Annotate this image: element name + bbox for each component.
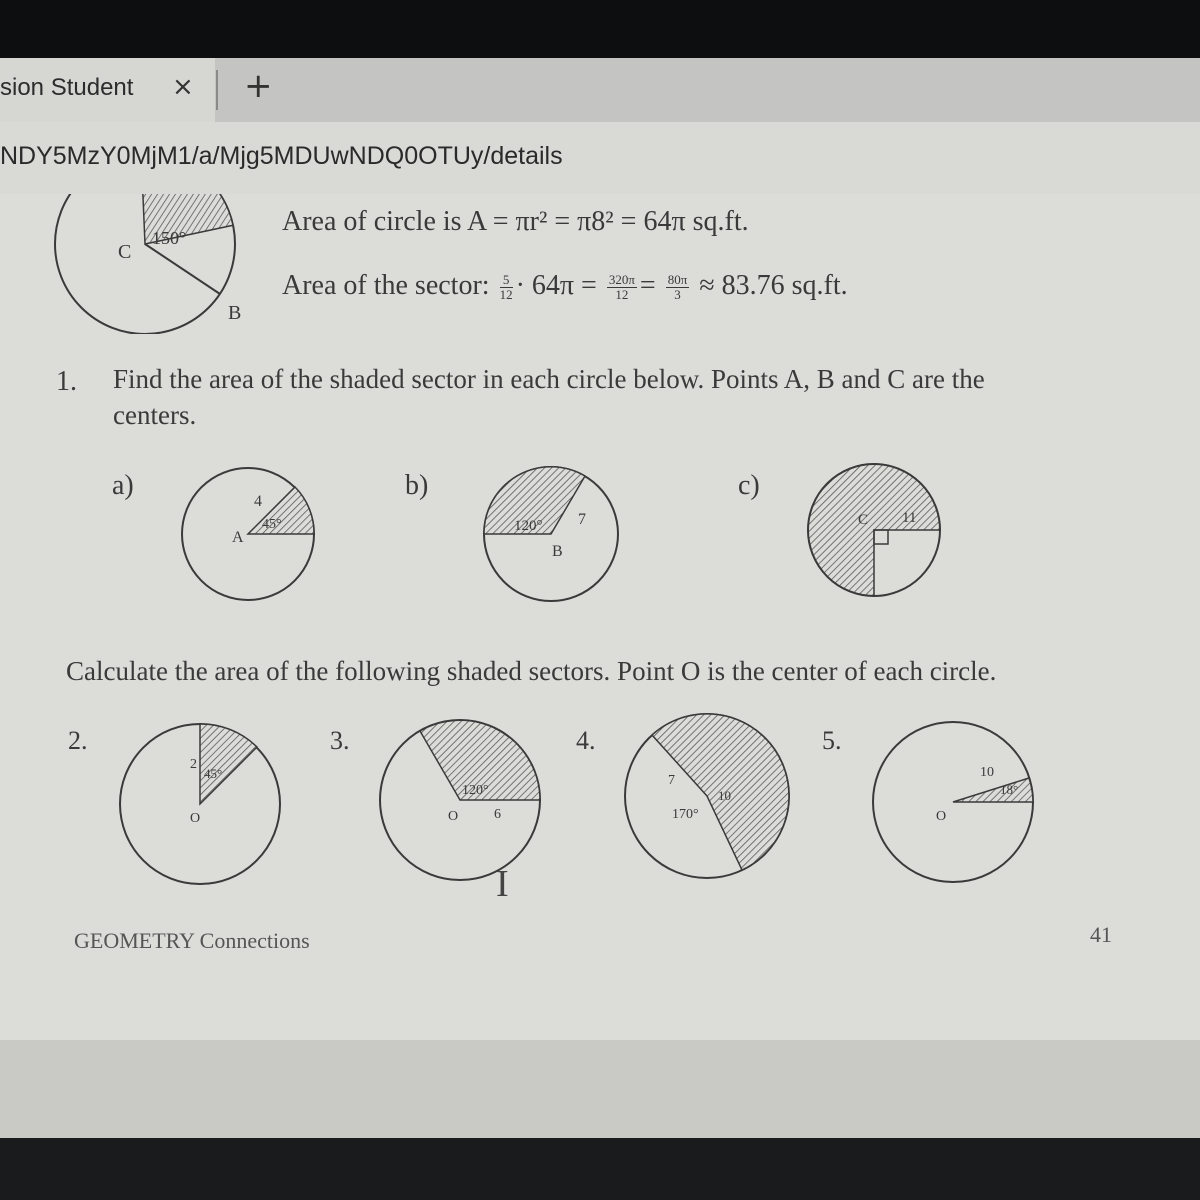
circle-2-figure	[114, 718, 284, 888]
example-label-b: B	[228, 302, 242, 324]
circle-b-angle-label: 120°	[514, 518, 543, 534]
problem-2-number: 2.	[68, 726, 88, 755]
circle-3-radius-label: 6	[494, 807, 501, 822]
monitor-bezel-bottom	[0, 1138, 1200, 1200]
fraction-320pi-12: $\frac{320\pi}{12}$	[608, 272, 635, 303]
part-a-label: a)	[112, 470, 134, 501]
url-text[interactable]: NDY5MzY0MjM1/a/Mjg5MDUwNDQ0OTUy/details	[0, 142, 563, 170]
circle-4-figure	[622, 704, 792, 884]
part-c-label: c)	[738, 470, 760, 501]
circle-5-center-label: O	[936, 809, 947, 824]
example-angle-label: 150°	[152, 228, 187, 248]
screen-bottom-area	[0, 1040, 1200, 1138]
worksheet-page	[0, 194, 1200, 1040]
browser-tab[interactable]	[0, 58, 215, 122]
area-circle-formula: Area of circle is A = πr² = π8² = 64π sq.ft.	[282, 206, 749, 237]
circle-b-center-label: B	[552, 543, 563, 560]
tab-divider	[216, 70, 218, 110]
circle-c-center-label: C	[858, 512, 869, 528]
part-b-label: b)	[405, 470, 429, 501]
circle-5-figure	[870, 716, 1040, 886]
text-cursor-icon: I	[496, 863, 509, 905]
browser-tab-bar	[0, 58, 1200, 122]
fraction-5-12: $\frac{5}{12}$	[499, 272, 513, 303]
problem-3-number: 3.	[330, 726, 350, 755]
circle-c-radius-label: 11	[902, 510, 917, 526]
book-title: GEOMETRY Connections	[74, 928, 310, 953]
circle-b-radius-label: 7	[578, 511, 586, 528]
section-2-instruction: Calculate the area of the following shaded sectors. Point O is the center of each circle.	[66, 656, 997, 686]
circle-c-figure	[806, 456, 956, 606]
problem-4-number: 4.	[576, 726, 596, 755]
circle-2-radius-label: 2	[190, 757, 197, 772]
circle-3-figure	[376, 714, 546, 884]
circle-5-radius-label: 10	[980, 765, 994, 780]
area-sector-formula: Area of the sector: $\frac{5}{12}$ · 64π = $\frac{320\pi}{12}$ = $\frac{80\pi}{3}$ ≈ 83.76 sq.ft.	[282, 270, 848, 303]
example-label-c: C	[118, 241, 132, 263]
circle-3-angle-label: 120°	[462, 783, 489, 798]
circle-2-center-label: O	[190, 811, 201, 826]
circle-a-radius-label: 4	[254, 493, 262, 510]
circle-5-angle-label: 18°	[1000, 782, 1019, 797]
example-circle-figure	[40, 194, 280, 334]
circle-a-center-label: A	[232, 529, 244, 546]
circle-3-center-label: O	[448, 809, 459, 824]
circle-a-figure	[178, 462, 328, 612]
new-tab-button[interactable]: +	[244, 66, 273, 106]
problem-1-text-line2: centers.	[113, 400, 197, 430]
close-tab-icon[interactable]: ×	[172, 72, 194, 102]
page-number: 41	[1090, 922, 1112, 947]
fraction-80pi-3: $\frac{80\pi}{3}$	[667, 272, 688, 303]
circle-2-angle-label: 45°	[204, 766, 223, 781]
circle-4-radius-label: 7	[668, 773, 675, 788]
address-bar[interactable]	[0, 122, 1200, 194]
tab-title: sion Student	[0, 74, 134, 101]
problem-1-text-line1: Find the area of the shaded sector in each circle below. Points A, B and C are the	[113, 364, 985, 394]
problem-1-number: 1.	[56, 366, 77, 397]
circle-4-extra-label: 10	[718, 788, 731, 803]
circle-b-figure	[478, 456, 628, 606]
circle-4-angle-label: 170°	[672, 807, 699, 822]
problem-5-number: 5.	[822, 726, 842, 755]
monitor-bezel-top	[0, 0, 1200, 58]
circle-a-angle-label: 45°	[262, 517, 282, 532]
